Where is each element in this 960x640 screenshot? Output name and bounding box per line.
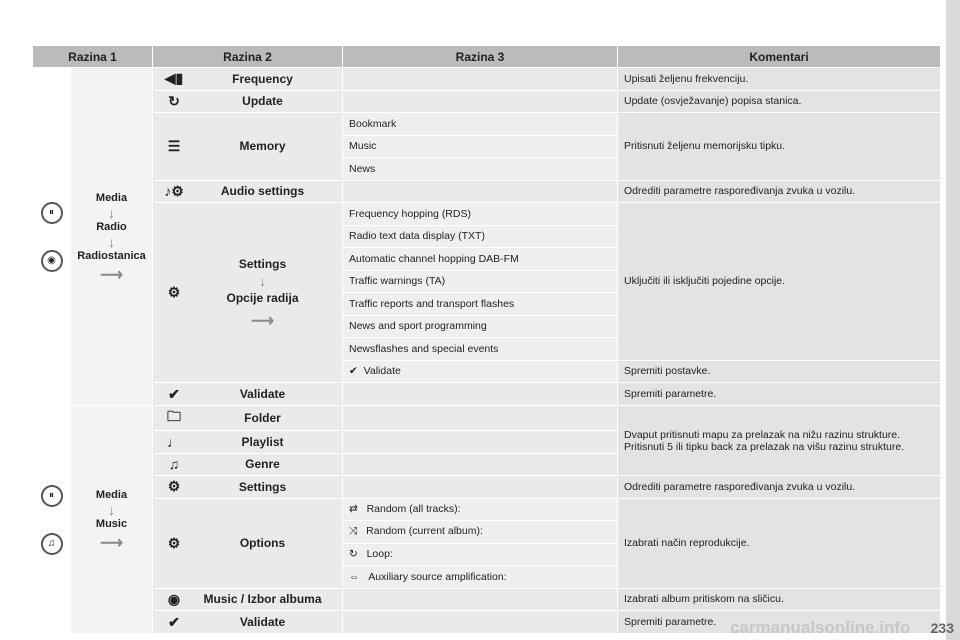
comment-options: Izabrati način reprodukcije. <box>618 498 941 588</box>
row-folder[interactable]: 🗀 Folder <box>153 406 343 431</box>
disc-icon: ◉ <box>167 590 181 607</box>
note-icon: ♩ <box>167 433 181 450</box>
path-radio: Radio <box>96 220 127 233</box>
gear-icon: ⚙ <box>167 284 181 300</box>
comment-validate-music: Spremiti parametre. <box>618 611 941 634</box>
row-settings[interactable]: ⚙ Settings ↓ Opcije radija ⟶ <box>153 203 343 383</box>
settings-validate[interactable]: ✔ Validate <box>343 360 618 383</box>
opt-news-sport[interactable]: News and sport programming <box>343 315 618 338</box>
list-icon: ☰ <box>167 137 181 154</box>
comment-memory: Pritisnuti željenu memorijsku tipku. <box>618 113 941 181</box>
row-options[interactable]: ⚙ Options <box>153 498 343 588</box>
opt-aux-amp[interactable]: ⇔ Auxiliary source amplification: <box>343 566 618 589</box>
opt-rds[interactable]: Frequency hopping (RDS) <box>343 203 618 226</box>
header-level2: Razina 2 <box>153 46 343 68</box>
music-path-cell <box>71 406 153 634</box>
audio-icon: ♪⚙ <box>164 182 184 199</box>
opt-loop[interactable]: ↻ Loop: <box>343 543 618 566</box>
comment-update: Update (osvježavanje) popisa stanica. <box>618 90 941 113</box>
page-edge-strip <box>946 0 960 640</box>
music-icon: ♫ <box>41 533 63 555</box>
shuffle-icon: ⤨ <box>349 525 358 538</box>
comment-frequency: Upisati željenu frekvenciju. <box>618 68 941 91</box>
radio-icon: ◉ <box>41 250 63 272</box>
right-arrow-icon: ⟶ <box>100 266 123 284</box>
radio-path-cell <box>71 68 153 406</box>
radio-icons-cell <box>33 68 71 406</box>
watermark: carmanualsonline.info <box>730 618 911 637</box>
media-dial-icon: ⏸ <box>41 485 63 507</box>
row-validate-music[interactable]: ✔ Validate <box>153 611 343 634</box>
comment-settings: Uključiti ili isključiti pojedine opcije. <box>618 203 941 361</box>
opt-txt[interactable]: Radio text data display (TXT) <box>343 225 618 248</box>
comment-validate-radio: Spremiti parametre. <box>618 383 941 406</box>
opt-dab-fm[interactable]: Automatic channel hopping DAB-FM <box>343 248 618 271</box>
row-album[interactable]: ◉ Music / Izbor albuma <box>153 588 343 611</box>
right-arrow-icon: ⟶ <box>251 312 274 330</box>
header-level1: Razina 1 <box>33 46 153 68</box>
folder-icon: 🗀 <box>167 408 181 424</box>
media-dial-icon: ⏸ <box>41 202 63 224</box>
gear-icon: ⚙ <box>167 478 181 495</box>
opt-newsflashes[interactable]: Newsflashes and special events <box>343 338 618 361</box>
settings-opcije-radija: Opcije radija <box>226 290 299 305</box>
path-radiostanica: Radiostanica <box>77 249 146 262</box>
comment-music-settings: Odrediti parametre raspoređivanja zvuka u vozilu. <box>618 476 941 499</box>
refresh-icon: ↻ <box>168 92 180 109</box>
row-playlist[interactable]: ♩ Playlist <box>153 431 343 454</box>
comment-settings-validate: Spremiti postavke. <box>618 360 941 383</box>
down-arrow-icon: ↓ <box>259 272 266 289</box>
loop-icon: ↻ <box>349 548 358 561</box>
comment-folder: Dvaput pritisnuti mapu za prelazak na nižu razinu strukture. Pritisnuti 5 ili tipku back za prelazak na višu razinu strukture. <box>618 406 941 476</box>
header-level3: Razina 3 <box>343 46 618 68</box>
menu-table <box>32 45 940 633</box>
tune-icon: ◀▮ <box>164 70 184 87</box>
row-update[interactable]: ↻ Update <box>153 90 343 113</box>
comment-album: Izabrati album pritiskom na sličicu. <box>618 588 941 611</box>
check-icon: ✔ <box>349 365 358 378</box>
comment-audio-settings: Odrediti parametre raspoređivanja zvuka u vozilu. <box>618 180 941 203</box>
opt-random-album[interactable]: ⤨ Random (current album): <box>343 521 618 544</box>
memory-music[interactable]: Music <box>343 135 618 158</box>
aux-icon: ⇔ <box>349 570 360 583</box>
down-arrow-icon: ↓ <box>108 233 115 250</box>
opt-random-all[interactable]: ⇄ Random (all tracks): <box>343 498 618 521</box>
check-icon: ✔ <box>168 385 180 402</box>
down-arrow-icon: ↓ <box>108 204 115 221</box>
path-music: Music <box>95 518 128 530</box>
opt-traffic-reports[interactable]: Traffic reports and transport flashes <box>343 293 618 316</box>
header-comments: Komentari <box>618 46 941 68</box>
row-memory[interactable]: ☰ Memory <box>153 113 343 181</box>
row-audio-settings[interactable]: ♪⚙ Audio settings <box>153 180 343 203</box>
memory-news[interactable]: News <box>343 158 618 181</box>
path-media: Media <box>95 191 128 204</box>
row-validate-radio[interactable]: ✔ Validate <box>153 383 343 406</box>
notes-icon: ♫ <box>168 456 180 473</box>
row-music-settings[interactable]: ⚙ Settings <box>153 476 343 499</box>
memory-bookmark[interactable]: Bookmark <box>343 113 618 136</box>
check-icon: ✔ <box>168 613 180 630</box>
row-genre[interactable]: ♫ Genre <box>153 453 343 476</box>
page-number: 233 <box>930 620 954 636</box>
down-arrow-icon: ↓ <box>108 502 115 518</box>
row-frequency[interactable]: ◀▮ Frequency <box>153 68 343 91</box>
opt-ta[interactable]: Traffic warnings (TA) <box>343 270 618 293</box>
gear-icon: ⚙ <box>167 534 181 551</box>
path-media: Media <box>95 489 128 501</box>
right-arrow-icon: ⟶ <box>100 535 123 552</box>
music-icons-cell <box>33 406 71 634</box>
shuffle-all-icon: ⇄ <box>349 503 358 516</box>
